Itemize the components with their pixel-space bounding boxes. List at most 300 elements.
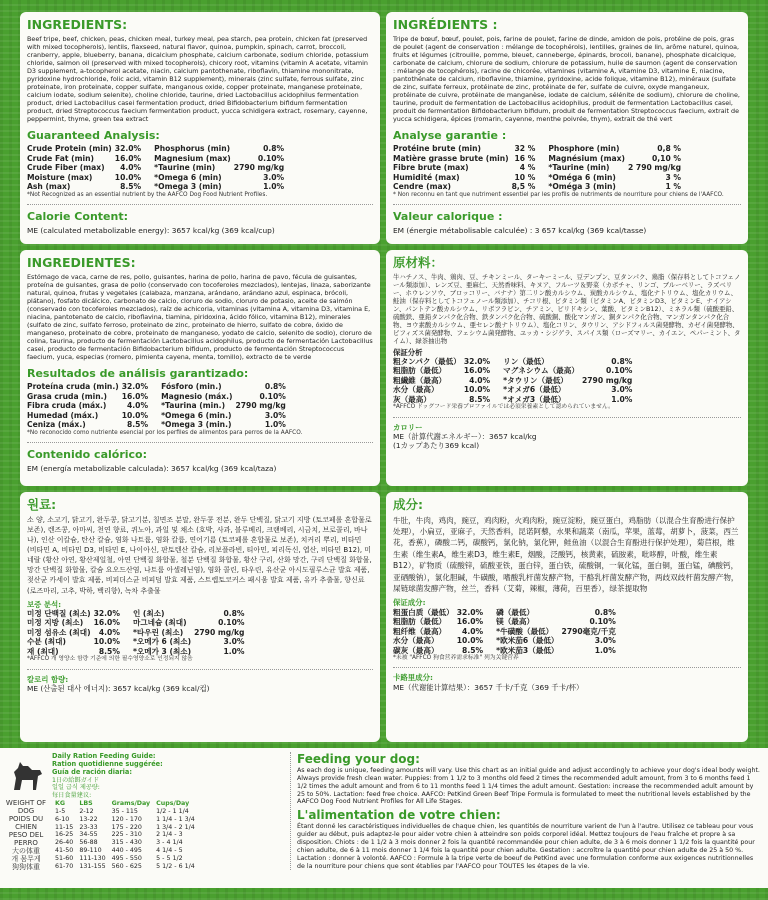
feeding-cell: 440 - 495: [111, 847, 142, 855]
ga-title: Analyse garantie :: [393, 128, 507, 142]
ga-value: 16 %: [514, 153, 536, 163]
ga-title: 보증 분석:: [27, 599, 62, 609]
ga-row: [503, 376, 635, 385]
ga-row: [161, 411, 289, 420]
feeding-cell: 315 - 430: [111, 839, 142, 847]
ga-table: [393, 144, 741, 191]
ga-nutrient: *オメガ3（最低）: [503, 394, 566, 404]
ga-row: [393, 163, 538, 172]
feeding-cell: 56-88: [79, 839, 98, 847]
ingredients-title: INGRÉDIENTS :: [393, 17, 498, 32]
ga-nutrient: 미정 단백질 (최소): [27, 609, 91, 618]
weight-label: PESO DEL PERRO: [8, 830, 44, 847]
ga-table: [393, 608, 741, 655]
feeding-cell: 120 - 170: [111, 815, 142, 823]
ga-left: [393, 357, 493, 404]
ga-value: 4.0%: [462, 626, 484, 636]
feeding-cell: 1/2 - 1 1/4: [156, 807, 189, 815]
calorie-text-2: (1カップあたり369 kcal): [393, 441, 480, 451]
feeding-row: [52, 863, 198, 871]
ga-value: 1.0%: [264, 420, 286, 430]
ga-nutrient: Fibra cruda (máx.): [27, 401, 107, 411]
ga-note: *Not Recognized as an essential nutrient by the AAFCO Dog Food Nutrient Profiles.: [27, 191, 268, 198]
calorie-text: EM (énergie métabolisable calculée) : 3 657 kcal/kg (369 kcal/tasse): [393, 225, 647, 235]
ga-value: 10.0%: [114, 172, 142, 182]
ga-value: 32 %: [514, 144, 536, 154]
ga-value: 8.5%: [462, 645, 484, 655]
ga-value: 0.8%: [223, 609, 245, 618]
feeding-cell: 51-60: [55, 854, 74, 862]
ga-note: *No reconocido como nutriente esencial por los perfiles de alimentos para perros de la AAFCO.: [27, 429, 303, 436]
ga-nutrient: 镁（最高）: [496, 617, 535, 627]
ingredients-title: INGREDIENTES:: [27, 255, 136, 270]
ga-row: [496, 608, 619, 617]
feeding-cell: 5 - 5 1/2: [156, 854, 183, 862]
weight-label: WEIGHT OF DOG: [5, 798, 47, 815]
ga-row: [27, 382, 151, 391]
calorie-text: ME（計算代謝エネルギー）：3657 kcal/kg: [393, 431, 537, 441]
panel-french: [386, 12, 748, 244]
ga-nutrient: *タウリン（最低）: [503, 375, 568, 385]
ga-row: [133, 637, 248, 646]
ga-nutrient: Magnésium (max): [548, 153, 625, 163]
ga-row: [548, 154, 684, 163]
calorie-title: Valeur calorique :: [393, 210, 503, 224]
ga-nutrient: Cendre (max): [393, 182, 451, 192]
ga-row: [393, 173, 538, 182]
ga-nutrient: Humedad (máx.): [27, 410, 99, 420]
ga-row: [161, 420, 289, 429]
ga-nutrient: *牛磺酸（最低）: [496, 626, 554, 636]
feeding-cell: 61-70: [55, 862, 74, 870]
feeding-text: [290, 752, 760, 870]
ga-left: [27, 382, 151, 429]
ga-nutrient: マグネシウム（最高）: [503, 366, 579, 376]
panel-korean: [20, 492, 380, 742]
ga-row: [154, 154, 287, 163]
ga-note: *AFFCO ドッグフード栄養プロファイルでは必須栄養素として認められていません。: [393, 404, 614, 411]
feeding-header: Grams/Day: [111, 799, 151, 807]
feeding-table: [52, 800, 198, 871]
calorie-text: ME (산출된 대사 에너지): 3657 kcal/kg (369 kcal/컵): [27, 683, 210, 693]
ga-row: [503, 366, 635, 375]
ga-table: [27, 144, 373, 191]
ga-value: 0.10%: [218, 618, 245, 628]
ga-value: 0.8%: [611, 356, 633, 366]
ga-row: [27, 182, 144, 191]
ga-nutrient: Magnesio (máx.): [161, 391, 233, 401]
ga-row: [27, 163, 144, 172]
calorie-title: カロリー: [393, 422, 423, 432]
ga-row: [503, 357, 635, 366]
feeding-cell: 16-25: [55, 831, 74, 839]
feeding-cell: 35 - 115: [111, 807, 138, 815]
feeding-row: [52, 816, 198, 824]
feeding-text-en: As each dog is unique, feeding amounts will vary. Use this chart as an initial guide and adjust accordingly to achieve your dog's ideal body weight. Always provide fresh clean water. Puppies: from 1 1/2 to 3 months old feed 2 times the recommended adult amount, from 3 to 6 months feed 1 1/2 times the adult amount and from 6 to 11 months feed 1 1/4 times the adult amount. Gestation: increase the recommended adult amount by 25 to 50%. Lactation: feed free choice. AAFCO: PetKind Green Beef Tripe Formula is formulated to meet the nutritional levels established by the AAFCO Dog Food Nutrient Profiles for All Life Stages.: [297, 767, 760, 806]
divider: [27, 669, 373, 670]
calorie-title: 칼로리 함량:: [27, 674, 69, 684]
ga-nutrient: Moisture (max): [27, 172, 93, 182]
ga-nutrient: Humidité (max): [393, 172, 460, 182]
ga-left: [27, 609, 123, 656]
ga-row: [27, 154, 144, 163]
ga-row: [27, 618, 123, 627]
ga-value: 2790 mg/kg: [235, 401, 286, 411]
ga-row: [548, 144, 684, 153]
ga-value: 32.0%: [456, 607, 484, 617]
ga-row: [496, 646, 619, 655]
ga-nutrient: *Taurine (min): [154, 163, 216, 173]
ga-value: 0.8%: [263, 144, 285, 154]
feeding-cell: 34-55: [79, 831, 98, 839]
ga-nutrient: 인 (최소): [132, 609, 165, 618]
ga-nutrient: 마그네슘 (최대): [132, 618, 187, 628]
ingredients-text: Estómago de vaca, carne de res, pollo, guisantes, harina de pollo, harina de pavo, fécula de guisantes, proteína de guisantes, grasa de pollo (conservado con tocoferoles mezclados), lentejas, linaza, saborizante natural, quinoa, frutas y vegetales (calabaza, manzana, arándano, arándano azul, espinaca, brócoli, plátano), fosfato dicálcico, carbonato de calcio, cloruro de sodio, cloruro de potasio, aceite de salmón (conservado con tocoferoles mezclados), raíz de achicoria, vitaminas (vitamina A, vitamina D3, vitamina E, niacina, pantotenato de calcio, riboflavina, tiamina, piridoxina, ácido fólico, vitamina B12), minerales (sulfato de zinc, sulfato ferroso, proteinato de zinc, proteinato de hierro, sulfato de cobre, óxido de manganeso, proteinato de cobre, proteinato de manganeso, yodato de calcio, selenito de sodio), cloruro de colina, taurina, producto de fermentación Lactobacillus acidophilus, producto de fermentación Lactobacillus casei, producto de fermentación Bifidobacterium bifidum, producto de fermentación Streptococcus faecium, yuca, especias (romero, pimienta cayena, menta, tomillo), extracto de te verde: [27, 272, 373, 361]
ingredients-text: Beef tripe, beef, chicken, peas, chicken meal, turkey meal, pea starch, pea protein, chicken fat (preserved with mixed tocopherols), lentils, flaxseed, natural flavor, quinoa, pumpkin, spinach, carrot, broccoli, cranberry, apple, blueberry, banana, dicalcium phosphate, calcium carbonate, sodium chloride, potassium chloride, salmon oil (preserved with mixed tocopherols), chicory root, vitamins (vitamin A acetate, vitamin D3 supplement, a-tocopherol acetate, niacin, calcium pantothenate, riboflavin, thiamine mononitrate, pyridoxine hydrochloride, folic acid, vitamin B12 supplement), minerals (zinc sulfate, ferrous sulfate, zinc proteinate, iron proteinate, copper sulfate, manganous oxide, copper proteinate, manganese proteinate, calcium iodate, sodium selenite), choline chloride, taurine, dried Lactobacillus acidophilus fermentation product, dried Lactobacillus casei fermentation product, dried Bifidobacterium bifidum fermentation product, dried Streptococcus faecium fermentation product, yucca schidigera extract, rosemary, cayenne, peppermint, thyme, green tea extract: [27, 34, 369, 123]
ga-value: 16.0%: [456, 617, 484, 627]
divider: [27, 442, 373, 443]
calorie-text: ME（代谢能计算结果）：3657 千卡/千克（369 千卡/杯）: [393, 682, 584, 692]
ingredients-text: 소 양, 소고기, 닭고기, 완두콩, 닭고기분, 칠면조 분말, 완두콩 전분, 완두 단백질, 닭고기 지방 (토코페롤 혼합물로 보존), 렌즈콩, 아마씨, 천연 향료, 퀴노아, 과일 및 채소 (호박, 사과, 블루베리, 크랜베리, 시금치, 브로콜리, 바나나), 인산 이칼슘, 탄산 칼슘, 염화 나트륨, 염화 칼륨, 연어기름 (토코페롤 혼합물로 보존), 치커리 뿌리, 비타민 (비타민 A, 비타민 D3, 비타민 E, 나이아신, 판토텐산 칼슘, 리보플라빈, 티아민, 피리독신, 엽산, 비타민 B12), 미네랄 (황산 아연, 황산제일철, 아연 단백질 화합물, 철분 단백질 화합물, 황산 구리, 산화 망간, 구리 단백질 화합물, 망간 단백질 화합물, 칼슘 요오드산염, 나트륨 아셀레닌염), 염화 콜린, 타우린, 유산균 아시도필루스균 발효 제품, 젖산균 카세이 발효 제품, 비피더스균 비피덤 발효 제품, 스트렙토코커스 패시움 발효 제품, 유카 추출물, 향신료 (로즈마리, 고추, 박하, 백리향), 녹차 추출물: [27, 515, 372, 595]
ga-row: [393, 646, 486, 655]
ga-nutrient: *オメガ6（最低）: [503, 385, 566, 395]
ga-value: 3.0%: [594, 636, 616, 646]
feeding-cell: 1-5: [55, 807, 66, 815]
ga-value: 1 %: [665, 182, 682, 192]
ga-value: 2790 mg/kg: [233, 163, 285, 173]
divider: [393, 417, 741, 418]
ga-value: 4 %: [519, 163, 536, 173]
ga-nutrient: Ceniza (máx.): [27, 420, 86, 430]
ga-nutrient: 粗脂肪（最低）: [393, 366, 447, 376]
ga-value: 3 %: [665, 172, 682, 182]
ga-value: 0,8 %: [657, 144, 682, 154]
ga-nutrient: Crude Fat (min): [27, 153, 94, 163]
ga-row: [548, 173, 684, 182]
ga-value: 0,10 %: [652, 153, 682, 163]
ga-value: 8.5%: [469, 394, 491, 404]
divider: [393, 204, 741, 205]
ga-nutrient: Fósforo (min.): [161, 382, 222, 392]
divider: [393, 667, 741, 668]
ga-table: [27, 382, 373, 429]
panel-english: [20, 12, 380, 244]
ga-row: [27, 392, 151, 401]
ga-row: [27, 647, 123, 656]
calorie-title: Contenido calórico:: [27, 448, 147, 462]
ga-value: 8,5 %: [511, 182, 536, 192]
feeding-cell: 5 1/2 - 6 1/4: [156, 862, 195, 870]
ga-row: [393, 627, 486, 636]
feeding-row: [52, 847, 198, 855]
guide-title-en: Daily Ration Feeding Guide:: [52, 752, 156, 760]
ga-nutrient: *Taurina (min.): [161, 401, 226, 411]
ga-value: 8.5%: [120, 182, 142, 192]
ga-nutrient: Fibre brute (max): [393, 163, 469, 173]
ga-value: 1.0%: [223, 646, 245, 656]
guide-title-ko: 일일 급식 제공량:: [52, 784, 100, 792]
ingredients-title: 원료:: [27, 497, 57, 512]
ga-nutrient: Magnesium (max): [154, 153, 231, 163]
ga-nutrient: リン（最低）: [503, 356, 549, 366]
ga-value: 32.0%: [93, 609, 120, 618]
ga-row: [393, 144, 538, 153]
feeding-cell: 111-130: [79, 854, 106, 862]
ga-value: 0.10%: [257, 153, 285, 163]
ga-value: 32.0%: [121, 382, 149, 392]
feeding-cell: 13-22: [79, 815, 98, 823]
ga-nutrient: 水分（最高）: [393, 385, 439, 395]
ga-nutrient: *Omega 3 (min): [154, 182, 222, 192]
ga-row: [161, 401, 289, 410]
weight-labels: [4, 799, 48, 871]
ga-value: 8.5%: [127, 420, 149, 430]
ga-left: [27, 144, 144, 191]
ga-nutrient: *Oméga 3 (min): [548, 182, 616, 192]
ga-note: *AFFCO 개 영양소 함량 기준에 의한 필수영양소로 인정되지 않음: [27, 656, 193, 663]
ga-value: 0.10%: [259, 391, 286, 401]
ga-nutrient: 粗脂肪（最低）: [393, 617, 447, 627]
ga-value: 0.8%: [594, 607, 616, 617]
ga-row: [27, 637, 123, 646]
ga-row: [154, 182, 287, 191]
ga-value: 3.0%: [611, 385, 633, 395]
ga-row: [393, 366, 493, 375]
ga-nutrient: Ash (max): [27, 182, 71, 192]
ga-nutrient: Crude Protein (min): [27, 144, 112, 154]
feeding-row: [52, 808, 198, 816]
feeding-cell: 175 - 220: [111, 823, 142, 831]
guide-title-fr: Ration quotidienne suggérée:: [52, 760, 163, 769]
ga-nutrient: Proteína cruda (min.): [27, 382, 119, 392]
ga-nutrient: 水分（最高）: [393, 636, 439, 646]
ga-nutrient: *Taurine (min): [548, 163, 610, 173]
ga-row: [393, 385, 493, 394]
ga-row: [393, 154, 538, 163]
ga-value: 16.0%: [114, 153, 142, 163]
ga-nutrient: 미정 섬유소 (최대): [27, 627, 91, 637]
feeding-title-en: Feeding your dog:: [297, 752, 420, 766]
ga-row: [161, 382, 289, 391]
ga-row: [503, 385, 635, 394]
ga-title: Guaranteed Analysis:: [27, 128, 160, 142]
ga-row: [27, 411, 151, 420]
ga-note: *未被 "AFFCO 狗食营养需求标准" 列为关键营养: [393, 655, 519, 662]
ga-nutrient: *欧米茄6（最低）: [496, 636, 559, 646]
ga-nutrient: 수분 (최대): [27, 637, 66, 647]
feeding-header: Cups/Day: [156, 799, 190, 807]
ga-table: [27, 609, 373, 656]
ga-value: 1.0%: [611, 394, 633, 404]
ga-right: [133, 609, 248, 656]
ingredients-title: 原材料：: [393, 255, 444, 270]
ga-value: 2790 mg/kg: [581, 375, 633, 385]
ga-value: 3.0%: [263, 172, 285, 182]
ga-value: 0.8%: [264, 382, 286, 392]
calorie-text: EM (energía metabolizable calculada): 3657 kcal/kg (369 kcal/taza): [27, 463, 277, 473]
panel-spanish: [20, 250, 380, 486]
ga-row: [154, 144, 287, 153]
ga-nutrient: 粗タンパク（最低）: [393, 356, 461, 366]
ga-value: 4.0%: [120, 163, 142, 173]
ga-nutrient: 粗纤维（最高）: [393, 626, 447, 636]
feeding-header: LBS: [79, 799, 93, 807]
ga-row: [133, 618, 248, 627]
ga-row: [548, 182, 684, 191]
ga-row: [393, 608, 486, 617]
ga-row: [154, 163, 287, 172]
ga-title: 保証分析: [393, 347, 423, 357]
divider: [27, 204, 373, 205]
ga-left: [393, 144, 538, 191]
feeding-cell: 2-12: [79, 807, 94, 815]
ga-row: [496, 617, 619, 626]
feeding-cell: 89-110: [79, 847, 102, 855]
ingredients-title: 成分:: [393, 497, 423, 512]
ga-nutrient: *欧米茄3（最低）: [496, 645, 559, 655]
ga-value: 1.0%: [263, 182, 285, 192]
ga-value: 32.0%: [114, 144, 142, 154]
ga-row: [161, 392, 289, 401]
ga-row: [393, 617, 486, 626]
ga-value: 10 %: [514, 172, 536, 182]
ga-value: 3.0%: [264, 410, 286, 420]
ga-row: [548, 163, 684, 172]
ga-value: 2790 mg/kg: [194, 627, 245, 637]
ga-note: * Non reconnu en tant que nutriment essentiel par les profils de nutriments de nourriture pour chiens de l'AAFCO.: [393, 191, 724, 198]
ga-value: 16.0%: [93, 618, 120, 628]
dog-silhouette-block: [4, 756, 48, 871]
ga-value: 3.0%: [223, 637, 245, 647]
feeding-row: [52, 824, 198, 832]
feeding-cell: 2 1/4 - 3: [156, 831, 183, 839]
feeding-cell: 23-33: [79, 823, 98, 831]
feeding-row: [52, 831, 198, 839]
ga-value: 0.10%: [589, 617, 616, 627]
ga-value: 4.0%: [127, 401, 149, 411]
ga-right: [548, 144, 684, 191]
ga-title: Resultados de análisis garantizado:: [27, 366, 249, 380]
ga-value: 1.0%: [594, 645, 616, 655]
ga-row: [27, 401, 151, 410]
ga-row: [393, 395, 493, 404]
ga-value: 8.5%: [98, 646, 120, 656]
ga-title: 保证成分:: [393, 598, 426, 608]
ga-nutrient: *오메가 6 (최소): [132, 637, 192, 647]
ga-right: [154, 144, 287, 191]
ga-row: [393, 636, 486, 645]
feeding-cell: 225 - 310: [111, 831, 142, 839]
ga-value: 4.0%: [98, 627, 120, 637]
weight-label: POIDS DU CHIEN: [8, 814, 44, 831]
ga-right: [496, 608, 619, 655]
ga-row: [393, 357, 493, 366]
ga-row: [27, 173, 144, 182]
ga-nutrient: *Omega 3 (min.): [161, 420, 232, 430]
feeding-cell: 1 3/4 - 2 1/4: [156, 823, 195, 831]
calorie-title: 卡路里成分:: [393, 673, 433, 683]
feeding-row: [52, 839, 198, 847]
ga-nutrient: 粗繊維（最高）: [393, 375, 447, 385]
ga-nutrient: *Omega 6 (min.): [161, 410, 232, 420]
ga-value: 4.0%: [469, 375, 491, 385]
ga-nutrient: Phosphore (min): [548, 144, 620, 154]
guide-title-ja: 1日の給餌ガイド: [52, 776, 100, 784]
weight-label: 大の体重: [12, 847, 40, 856]
ga-row: [496, 636, 619, 645]
feeding-cell: 1 1/4 - 1 3/4: [156, 815, 195, 823]
feeding-title-fr: L'alimentation de votre chien:: [297, 808, 501, 823]
guide-title-zh: 每日食量建议:: [52, 792, 92, 800]
ga-value: 10.0%: [121, 410, 149, 420]
ga-nutrient: 碳灰（最高）: [393, 645, 439, 655]
ga-right: [503, 357, 635, 404]
ingredients-text: 牛肚，牛肉，鸡肉，豌豆，鸡肉粉，火鸡肉粉，豌豆淀粉，豌豆蛋白，鸡脂肪（以混合生育酚进行保护处理），小扁豆，亚麻子，天然香料，昆诺阿藜，水果和蔬菜（南瓜，苹果，蓝莓，胡萝卜，菠菜，西兰花，香蕉），磷酸二钙，碳酸钙，氯化钠，氯化钾，鲑鱼油（以混合生育酚进行保护处理），菊苣根，维生素（维生素A，维生素D3，维生素E，烟酸，泛酸钙，核黄素，硫胺素，吡哆醇，叶酸，维生素B12），矿物质（硫酸锌，硫酸亚铁，蛋白锌，蛋白铁，硫酸铜，一氧化锰，蛋白铜，蛋白锰，碘酸钙，亚硒酸钠），氯化胆碱，牛磺酸，嗜酸乳杆菌发酵产物，干酪乳杆菌发酵产物，两歧双歧杆菌发酵产物，屎链球菌发酵产物，丝兰，香料（艾菊，辣椒，薄荷，百里香），绿茶提取物: [393, 515, 739, 593]
ga-value: 32.0%: [463, 356, 491, 366]
ga-nutrient: 粗蛋白质（最低）: [393, 607, 454, 617]
ga-value: 2790毫克/千克: [561, 626, 616, 636]
feeding-cell: 495 - 550: [111, 854, 142, 862]
ga-nutrient: 재 (최대): [27, 646, 59, 656]
ingredients-text: 牛ハチノス、牛肉、鶏肉、豆、チキンミール、ターキーミール、豆デンプン、豆タンパク、鶏脂（保存料としてトコフェノール類添加）、レンズ豆、亜麻仁、天然香味料、キヌア、フルーツ＆野菜（カボチャ、リンゴ、ブルーベリー、ラズベリー、ホウレンソウ、ブロッコリー、バナナ）第二リン酸カルシウム、炭酸カルシウム、塩化ナトリウム、塩化カリウム、鮭油（保存料としてトコフェノール類添加）、チコリ根、ビタミン類（ビタミンA、ビタミンD3、ビタミンE、ナイアシン、パントテン酸カルシウム、リボフラビン、チアミン、ピリドキシン、葉酸、ビタミンB12）、ミネラル類（硫酸亜鉛、硫酸鉄、亜鉛タンパク化合物、鉄タンパク化合物、硫酸銅、酸化マンガン、銅タンパク化合物、マンガンタンパク化合物、ヨウ素酸カルシウム、亜セレン酸ナトリウム）、塩化コリン、タウリン、アシドフィルス菌発酵物、カゼイ菌発酵物、ビフィズス菌発酵物、フェシウム菌発酵物、ユッカ・シジゲラ、スパイス類（ローズマリー、カイエン、ペパーミント、タイム）、緑茶抽出物: [393, 272, 741, 345]
ga-row: [393, 182, 538, 191]
dog-icon: [6, 756, 46, 796]
ga-row: [503, 395, 635, 404]
ga-left: [393, 608, 486, 655]
ga-nutrient: Matière grasse brute (min): [393, 153, 509, 163]
panel-japanese: [386, 250, 748, 486]
ga-row: [496, 627, 619, 636]
feeding-row: [52, 855, 198, 863]
ga-row: [393, 376, 493, 385]
ga-nutrient: 灰（最高）: [393, 394, 431, 404]
feeding-panel: [0, 748, 768, 888]
feeding-cell: 131-155: [79, 862, 106, 870]
feeding-cell: 41-50: [55, 847, 74, 855]
ga-value: 10.0%: [463, 385, 491, 395]
feeding-cell: 560 - 625: [111, 862, 142, 870]
feeding-cell: 11-15: [55, 823, 74, 831]
feeding-header: KG: [55, 799, 66, 807]
weight-label: 개 몸무게: [11, 855, 41, 864]
calorie-text: ME (calculated metabolizable energy): 3657 kcal/kg (369 kcal/cup): [27, 225, 275, 235]
feeding-cell: 6-10: [55, 815, 70, 823]
ga-right: [161, 382, 289, 429]
ga-row: [27, 420, 151, 429]
ga-nutrient: Crude Fiber (max): [27, 163, 105, 173]
ga-nutrient: *Omega 6 (min): [154, 172, 222, 182]
feeding-cell: 4 1/4 - 5: [156, 847, 183, 855]
guide-title-es: Guía de ración diaria:: [52, 768, 133, 777]
feeding-guide: [52, 752, 284, 871]
ga-nutrient: *Oméga 6 (min): [548, 172, 616, 182]
ga-nutrient: Grasa cruda (min.): [27, 391, 107, 401]
feeding-cell: 3 - 4 1/4: [156, 839, 183, 847]
ga-table: [393, 357, 741, 404]
panel-chinese: [386, 492, 748, 742]
ga-value: 16.0%: [463, 366, 491, 376]
ga-nutrient: *타우린 (최소): [132, 627, 184, 637]
ga-value: 16.0%: [121, 391, 149, 401]
ga-value: 2 790 mg/kg: [627, 163, 682, 173]
ingredients-text: Tripe de bœuf, bœuf, poulet, pois, farine de poulet, farine de dinde, amidon de pois, protéine de pois, gras de poulet (agent de conservation : mélange de tocophérols), lentilles, graines de lin, arôme naturel, quinoa, fruits et légumes (citrouille, pomme, bleuet, canneberge, épinards, brocoli, banane), phosphate dicalcique, carbonate de calcium, chlorure de sodium, chlorure de potassium, huile de saumon (agent de conservation : mélange de tocophérols), racine de chicorée, vitamines (vitamine A, vitamine D3, vitamine E, niacine, pantothénate de calcium, riboflavine, thiamine, pyridoxine, acide folique, vitamine B12), minéraux (sulfate de zinc, sulfate ferreux, protéinate de zinc, protéinate de fer, sulfate de cuivre, oxyde manganeux, protéinate de cuivre, protéinate de manganèse, iodate de calcium, sélénite de sodium), chlorure de choline, taurine, produit de fermentation de Lactobacillus acidophilus, produit de fermentation Lactobacillus casei, produit de fermentation Bifidobacterium bifidum, produit de fermentation Streptococcus faecium, extrait de yucca schidigera, épices (romarin, cayenne, menthe poivrée, thym), extrait de thé vert: [393, 34, 740, 123]
ga-nutrient: *오메가 3 (최소): [132, 646, 192, 656]
weight-label: 狗狗体重: [12, 863, 40, 872]
ga-value: 10.0%: [93, 637, 120, 647]
feeding-cell: 26-40: [55, 839, 74, 847]
ingredients-title: INGREDIENTS:: [27, 17, 128, 32]
ga-nutrient: Protéine brute (min): [393, 144, 481, 154]
